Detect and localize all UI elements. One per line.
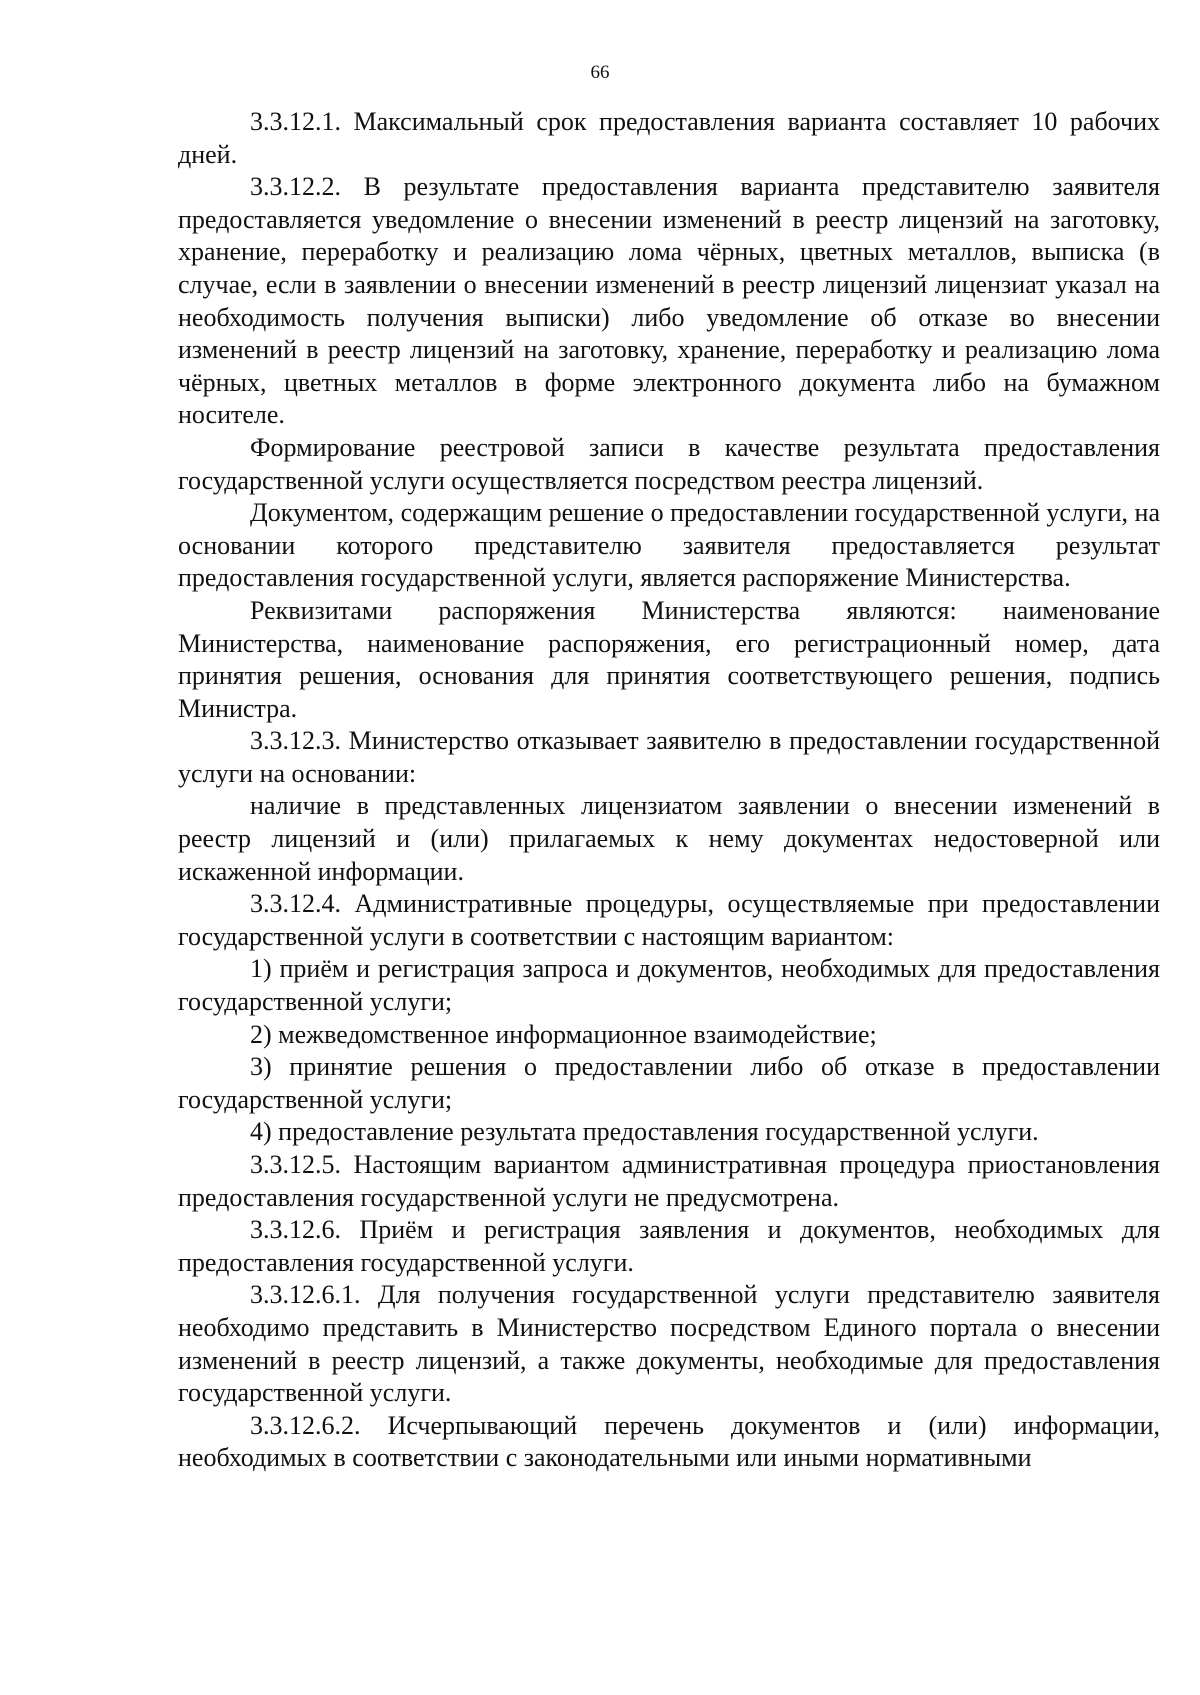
list-item-1: 1) приём и регистрация запроса и документов, необходимых для предоставления государственной услуги;: [178, 954, 1160, 1017]
paragraph-registry-record: Формирование реестровой записи в качестве результата предоставления государственной услуги осуществляется посредством реестра лицензий.: [178, 432, 1160, 495]
paragraph-refusal-ground: наличие в представленных лицензиатом заявлении о внесении изменений в реестр лицензий и (или) прилагаемых к нему документах недостоверной или искаженной информации.: [178, 791, 1160, 886]
paragraph-3-3-12-2: 3.3.12.2. В результате предоставления варианта представителю заявителя предоставляется уведомление о внесении изменений в реестр лицензий на заготовку, хранение, переработку и реализацию лома чёрных, цветных металлов, выписка (в случае, если в заявлении о внесении изменений в реестр лицензий лицензиат указал на необходимость получения выписки) либо уведомление об отказе во внесении изменений в реестр лицензий на заготовку, хранение, переработку и реализацию лома чёрных, цветных металлов в форме электронного документа либо на бумажном носителе.: [178, 172, 1160, 430]
paragraph-decision-document: Документом, содержащим решение о предоставлении государственной услуги, на основании которого представителю заявителя предоставляется результат предоставления государственной услуги, является распоряжение Министерства.: [178, 498, 1160, 593]
list-item-3: 3) принятие решения о предоставлении либо об отказе в предоставлении государственной услуги;: [178, 1052, 1160, 1114]
list-item-2: 2) межведомственное информационное взаимодействие;: [250, 1019, 877, 1049]
document-body: [178, 106, 1160, 1475]
paragraph-3-3-12-5: 3.3.12.5. Настоящим вариантом административная процедура приостановления предоставления государственной услуги не предусмотрена.: [178, 1150, 1160, 1212]
paragraph-order-details: Реквизитами распоряжения Министерства являются: наименование Министерства, наименование распоряжения, его регистрационный номер, дата принятия решения, основания для принятия соответствующего решения, подпись Министра.: [178, 595, 1160, 723]
paragraph-3-3-12-6: 3.3.12.6. Приём и регистрация заявления и документов, необходимых для предоставления государственной услуги.: [178, 1215, 1160, 1277]
paragraph-3-3-12-1: 3.3.12.1. Максимальный срок предоставления варианта составляет 10 рабочих дней.: [178, 107, 1160, 169]
page-number: 66: [590, 62, 610, 83]
paragraph-3-3-12-6-2: 3.3.12.6.2. Исчерпывающий перечень документов и (или) информации, необходимых в соответствии с законодательными или иными нормативными: [178, 1410, 1160, 1473]
paragraph-3-3-12-6-1: 3.3.12.6.1. Для получения государственной услуги представителю заявителя необходимо представить в Министерство посредством Единого портала о внесении изменений в реестр лицензий, а также документы, необходимые для предоставления государственной услуги.: [178, 1280, 1160, 1408]
paragraph-3-3-12-4: 3.3.12.4. Административные процедуры, осуществляемые при предоставлении государственной услуги в соответствии с настоящим вариантом:: [178, 889, 1160, 951]
list-item-4: 4) предоставление результата предоставления государственной услуги.: [250, 1117, 1039, 1147]
paragraph-3-3-12-3: 3.3.12.3. Министерство отказывает заявителю в предоставлении государственной услуги на основании:: [178, 726, 1160, 788]
